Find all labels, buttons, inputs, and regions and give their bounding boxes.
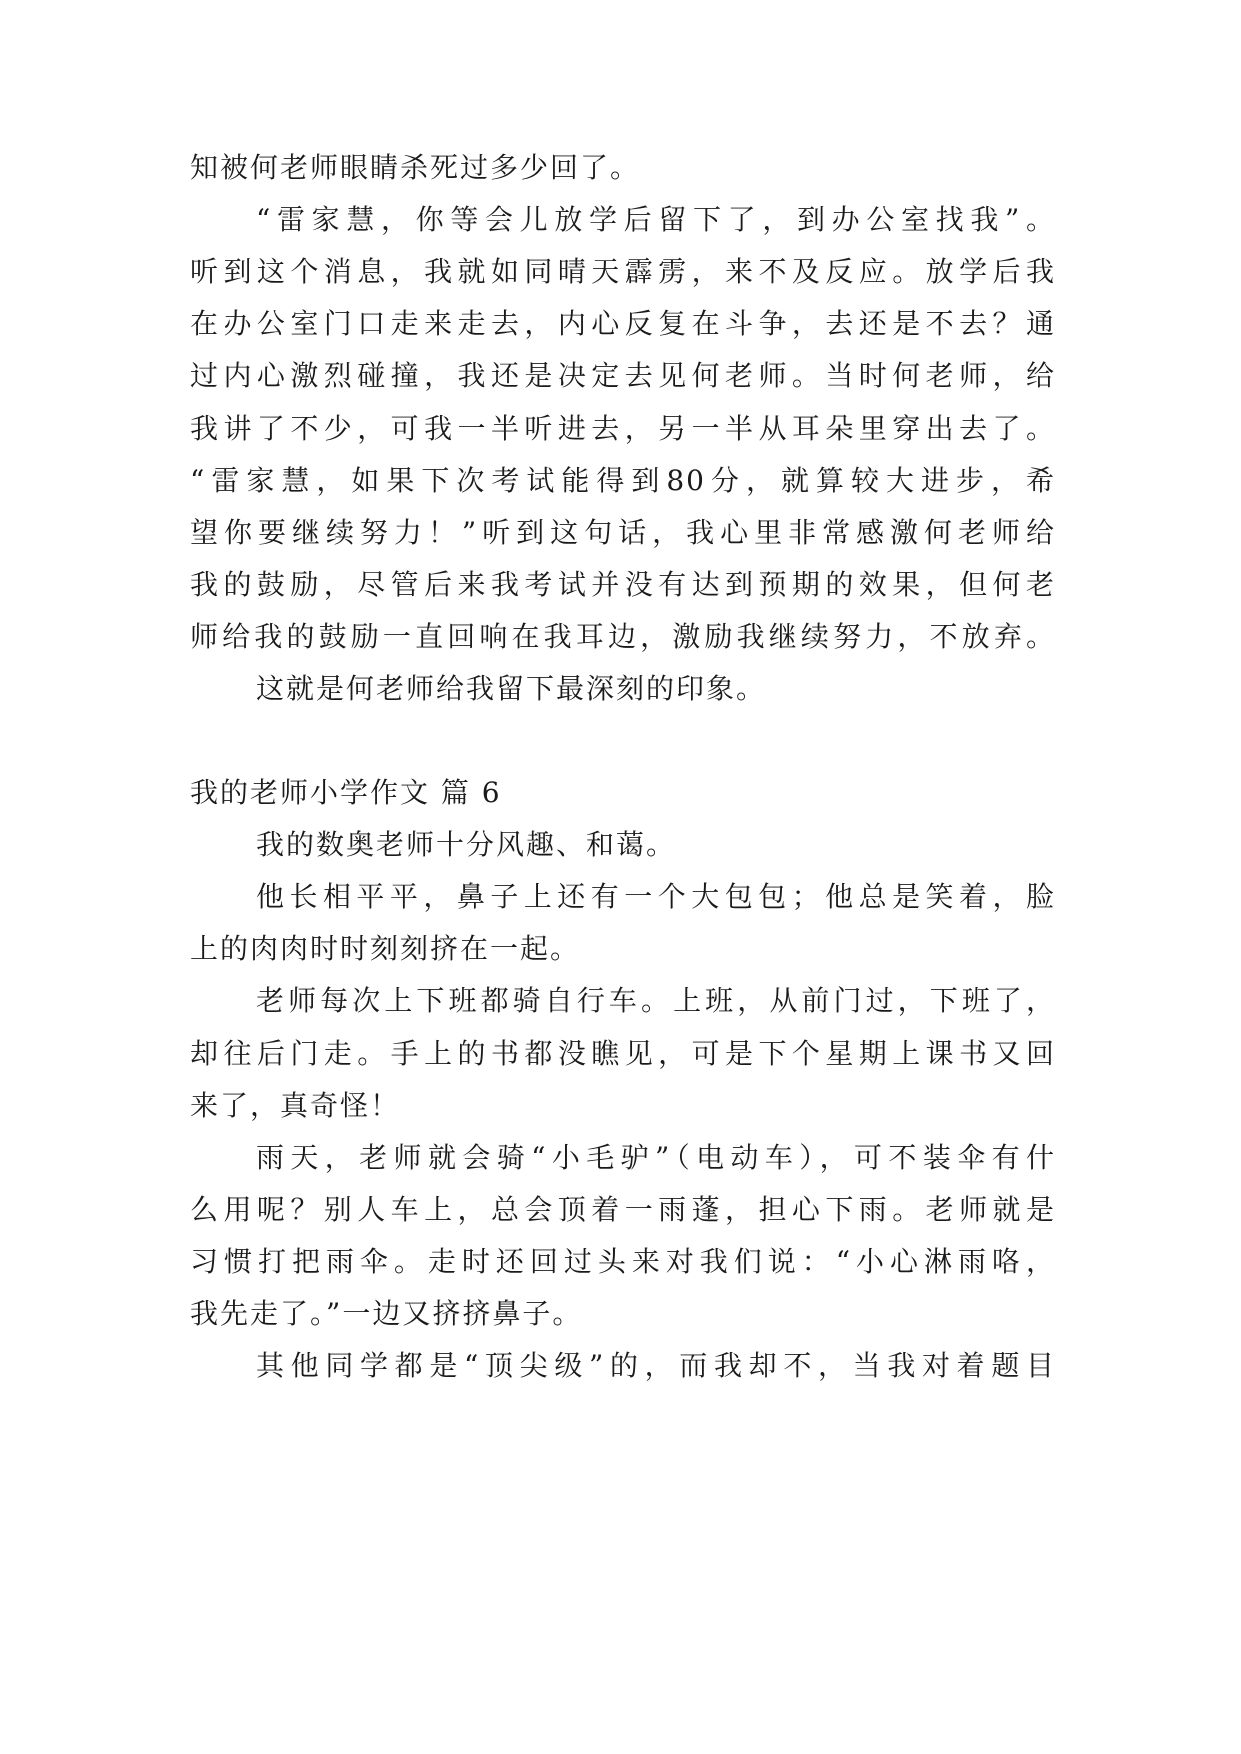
text-line: 他长相平平，鼻子上还有一个大包包；他总是笑着，脸 (256, 880, 1056, 913)
section-heading: 我的老师小学作文 篇 6 (190, 776, 502, 809)
text-line: 我先走了。”一边又挤挤鼻子。 (190, 1297, 583, 1330)
text-line: 我的鼓励，尽管后来我考试并没有达到预期的效果，但何老 (190, 568, 1056, 601)
text-line: 在办公室门口走来走去，内心反复在斗争，去还是不去？通 (190, 307, 1056, 340)
text-line: 么用呢？别人车上，总会顶着一雨蓬，担心下雨。老师就是 (190, 1193, 1056, 1226)
text-line: 却往后门走。手上的书都没瞧见，可是下个星期上课书又回 (190, 1037, 1056, 1070)
text-line: 老师每次上下班都骑自行车。上班，从前门过，下班了， (256, 984, 1056, 1017)
text-line: “雷家慧，如果下次考试能得到80分，就算较大进步，希 (190, 464, 1056, 497)
text-line: 雨天，老师就会骑“小毛驴”（电动车），可不装伞有什 (256, 1141, 1056, 1174)
text-line: 我讲了不少，可我一半听进去，另一半从耳朵里穿出去了。 (190, 412, 1056, 445)
text-line: 我的数奥老师十分风趣、和蔼。 (256, 828, 677, 861)
text-line: 上的肉肉时时刻刻挤在一起。 (190, 932, 581, 965)
text-line: 这就是何老师给我留下最深刻的印象。 (256, 672, 767, 705)
text-line: 来了，真奇怪！ (190, 1089, 401, 1122)
text-line: 习惯打把雨伞。走时还回过头来对我们说：“小心淋雨咯， (190, 1245, 1056, 1278)
text-line: 其他同学都是“顶尖级”的，而我却不，当我对着题目 (256, 1349, 1056, 1382)
text-line: 望你要继续努力！”听到这句话，我心里非常感激何老师给 (190, 516, 1056, 549)
text-line: 过内心激烈碰撞，我还是决定去见何老师。当时何老师，给 (190, 359, 1056, 392)
text-line: “雷家慧，你等会儿放学后留下了，到办公室找我”。 (256, 203, 1056, 236)
text-line: 师给我的鼓励一直回响在我耳边，激励我继续努力，不放弃。 (190, 620, 1056, 653)
text-line: 听到这个消息，我就如同晴天霹雳，来不及反应。放学后我 (190, 255, 1056, 288)
text-line: 知被何老师眼睛杀死过多少回了。 (190, 151, 641, 184)
